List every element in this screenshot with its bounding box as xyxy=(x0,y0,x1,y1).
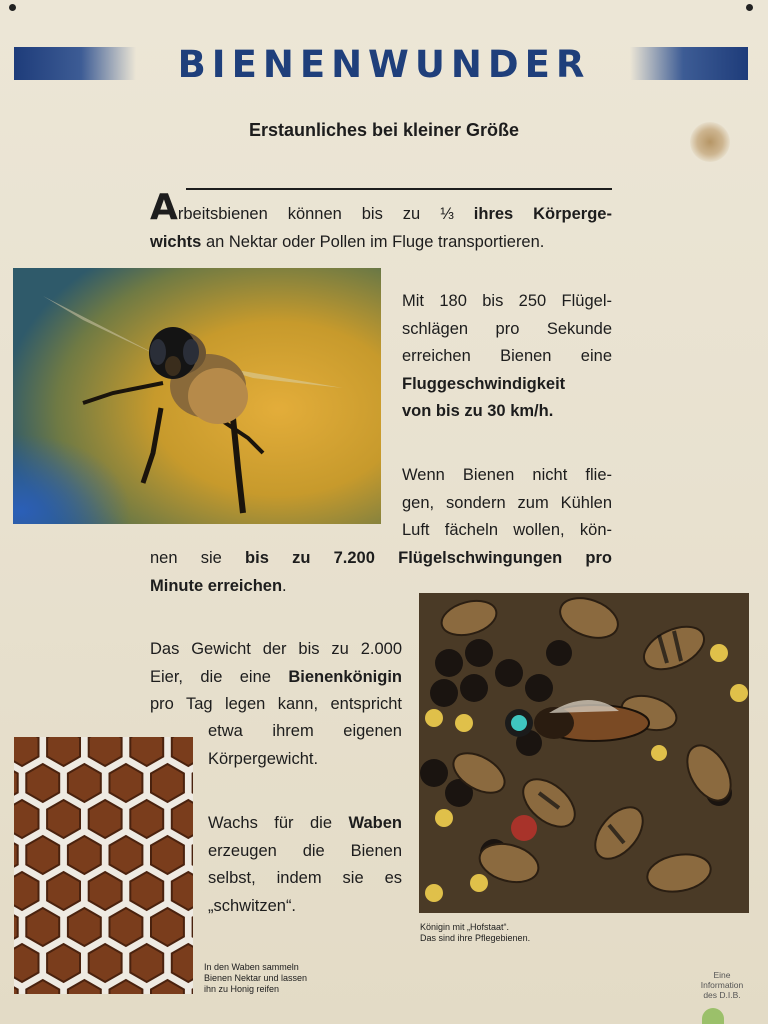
queen-paragraph-indented xyxy=(208,718,402,773)
wing-beats-paragraph xyxy=(402,288,612,426)
honeycomb-cell xyxy=(151,764,184,802)
page-subtitle: Erstaunliches bei kleiner Größe xyxy=(248,120,520,140)
queen-line-2: Eier, die eine Bienenkönigin xyxy=(150,667,402,686)
flight-speed-bold: Fluggeschwindigkeit xyxy=(402,374,566,393)
cooling-paragraph-top xyxy=(402,462,612,545)
honeycomb-cell xyxy=(151,908,184,946)
flight-speed-value-bold: von bis zu 30 km/h. xyxy=(402,402,554,420)
cooling-line-4: nen sie bis zu 7.200 Flügelschwingungen pro xyxy=(150,549,612,567)
wax-line-3: selbst, indem sie es xyxy=(208,869,402,887)
queen-photo-caption: Königin mit „Hofstaat“. Das sind ihre Pflegebienen. xyxy=(420,922,531,943)
intro-line-2: wichts an Nektar oder Pollen im Fluge transportieren. xyxy=(150,232,545,251)
page-title: BIENENWUNDER xyxy=(177,43,591,86)
honeycomb-cell xyxy=(26,764,59,802)
honeycomb-cell xyxy=(47,944,80,982)
intro-paragraph xyxy=(150,187,612,256)
honeycomb-cell xyxy=(89,800,122,838)
wax-paragraph xyxy=(208,810,402,920)
honeycomb-photo xyxy=(14,737,193,994)
honeycomb-cell xyxy=(110,764,143,802)
honeycomb-cell xyxy=(26,836,59,874)
intro-rule xyxy=(186,188,612,190)
intro-line-1: Arbeitsbienen können bis zu ⅓ ihres Körperge- xyxy=(150,187,612,228)
honeycomb-cell xyxy=(89,872,122,910)
dib-footer: Eine Information des D.I.B. xyxy=(700,970,744,1000)
cooling-paragraph-bottom xyxy=(150,545,612,600)
screw-top-left xyxy=(9,4,16,11)
honeycomb-cell xyxy=(26,908,59,946)
screw-top-right xyxy=(746,4,753,11)
honeycomb-cell xyxy=(68,908,101,946)
wing-beats-line-3: erreichen Bienen eine xyxy=(402,347,612,365)
honeycomb-cell xyxy=(130,872,163,910)
wax-line-1: Wachs für die Waben xyxy=(208,814,402,832)
honeycomb-cell xyxy=(130,944,163,982)
cooling-line-1: Wenn Bienen nicht flie- xyxy=(402,466,612,484)
honeycomb-cell xyxy=(68,836,101,874)
dib-logo-icon xyxy=(702,1008,724,1024)
wing-beats-line-2: schlägen pro Sekunde xyxy=(402,319,612,338)
honeycomb-cell xyxy=(130,800,163,838)
cooling-line-3: Luft fächeln wollen, kön- xyxy=(402,521,612,539)
cooling-line-5: Minute erreichen. xyxy=(150,576,287,595)
queen-line-4: etwa ihrem eigenen xyxy=(208,722,402,740)
honeycomb-cell xyxy=(47,800,80,838)
queen-line-1: Das Gewicht der bis zu 2.000 xyxy=(150,640,402,658)
queen-line-5: Körpergewicht. xyxy=(208,749,319,768)
queen-paragraph xyxy=(150,636,402,719)
honeycomb-cell xyxy=(151,836,184,874)
honeycomb-cell xyxy=(47,872,80,910)
wax-line-4: „schwitzen“. xyxy=(208,896,297,915)
queen-court-photo xyxy=(419,593,749,913)
wax-line-2: erzeugen die Bienen xyxy=(208,841,402,860)
cooling-line-2: gen, sondern zum Kühlen xyxy=(402,493,612,512)
queen-line-3: pro Tag legen kann, entspricht xyxy=(150,695,402,713)
honeycomb-cell xyxy=(68,764,101,802)
flying-bee-photo xyxy=(13,268,381,524)
honeycomb-cell xyxy=(110,908,143,946)
honeycomb-caption: In den Waben sammeln Bienen Nektar und lassen ihn zu Honig reifen xyxy=(204,962,308,994)
wing-beats-line-1: Mit 180 bis 250 Flügel- xyxy=(402,292,612,310)
honeycomb-cell xyxy=(89,944,122,982)
honeycomb-cell xyxy=(110,836,143,874)
drop-cap: A xyxy=(150,187,178,228)
